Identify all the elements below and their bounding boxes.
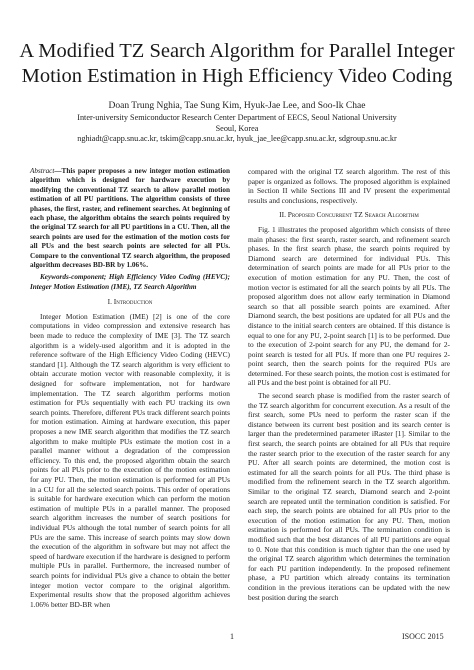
abstract-label: Abstract: [30, 167, 55, 175]
author-emails: nghiadt@capp.snu.ac.kr, tskim@capp.snu.ac.kr, hyuk_jae_lee@capp.snu.ac.kr, sdgroup.snu.ac.kr: [77, 134, 397, 143]
affiliation-city: Seoul, Korea: [215, 123, 259, 133]
proposed-paragraph-1: Fig. 1 illustrates the proposed algorithm which consists of three main phases: the first search, raster search, and refinement search phases. In the first search phase, the search points required by Diamond search are determined for individual PUs. This determination of search points are made for all PUs prior to the execution of motion estimation for any PU. Then, the cost of motion vector is estimated for all the search points by all PUs. The proposed algorithm does not allow early termination in Diamond search so that all possible search points are examined. After Diamond search, the best positions are updated for all PUs and the distance to the initial search centers are obtained. If this distance is equal to one for any PU, 2-point search [1] is to be performed. Due to the execution of 2-point search for any PU, the demand for 2-point search is tested for all PUs. If more than one PU requires 2-point search, then the search points for the required PUs are determined. For these search points, the motion cost is estimated for all PUs and the best point is obtained for all PU.: [248, 224, 450, 388]
page-number: 1: [230, 632, 234, 641]
author-list: Doan Trung Nghia, Tae Sung Kim, Hyuk-Jae Lee, and Soo-Ik Chae: [108, 101, 366, 111]
abstract: [30, 167, 230, 270]
affiliation-block: [20, 113, 454, 145]
section-heading-introduction: I. Introduction: [107, 297, 153, 307]
introduction-paragraph: Integer Motion Estimation (IME) [2] is one of the core computations in video compression and extensive research has been made to reduce the complexity of IME [3]. The TZ search algorithm is a widely-used algorithm and it is adopted in the reference software of the High Efficiency Video Coding (HEVC) standard [1]. Although the TZ search algorithm is very efficient to obtain accurate motion vector with reasonable complexity, it is designed for software implementation, not for hardware implementation. The TZ search algorithm performs motion estimation for PUs sequentially with each PU tracking its own search points. Therefore, different PUs track different search points for motion estimation. Aiming at hardware execution, this paper proposes a new IME search algorithm that modifies the TZ search algorithm to make multiple PUs estimate the motion cost in a parallel manner without a degradation of the compression efficiency. To this end, the proposed algorithm obtain the search points for all PUs prior to the execution of the motion estimation for any PU. Then, the motion estimation is performed for all PUs in a CU for all the selected search points. This order of operations is suitable for hardware execution which can perform the motion estimation of multiple PUs in a parallel manner. The proposed search algorithm increases the number of search positions for individual PUs although the total number of search points for all PUs are the same. This increase of search points may slow down the execution of the algorithm in software but may not affect the speed of hardware execution if the hardware is designed to perform multiple PUs in parallel. Furthermore, the increased number of search points for individual PUs give a chance to obtain the better integer motion vector compare to the original algorithm. Experimental results show that the proposed algorithm achieves 1.06% better BD-BR when: [30, 311, 230, 609]
keywords: Keywords-component; High Efficiency Video Coding (HEVC); Integer Motion Estimation (IME), TZ Search Algorithm: [30, 273, 230, 291]
proposed-paragraph-2: The second search phase is modified from the raster search of the TZ search algorithm for concurrent execution. As a result of the first search, some PUs need to perform the raster scan if the distance between its current best position and its search center is larger than the predetermined parameter iRaster [1]. Similar to the first search, the search points are obtained for all PUs that require the raster search prior to the execution of the raster search for any PU. After all search points are determined, the motion cost is estimated for all the search points for all PUs. The third phase is modified from the refinement search in the TZ search algorithm. Similar to the original TZ search, Diamond search and 2-point search are repeated until the termination condition is satisfied. For each step, the search points are obtained for all PUs prior to the execution of the motion estimation for any PU. Then, motion estimation is performed for all PUs. The termination condition is modified such that the best distances of all PU partitions are equal to 0. Note that this condition is much tighter than the one used by the original TZ search algorithm which determines the termination for each PU partition independently. In the proposed refinement phase, a PU partition which already contains its termination condition in the previous iterations can be updated with the new best position during the search: [248, 391, 450, 602]
section-heading-proposed: II. Proposed Concurrent TZ Search Algorithm: [279, 210, 419, 220]
left-column: [30, 167, 230, 612]
intro-continuation-paragraph: compared with the original TZ search algorithm. The rest of this paper is organized as follows. The proposed algorithm is explained in Section II while Sections III and IV present the experimental results and conclusions, respectively.: [248, 167, 450, 205]
paper-title: A Modified TZ Search Algorithm for Parallel Integer Motion Estimation in High Efficiency Video Coding: [19, 40, 455, 87]
affiliation-line: Inter-university Semiconductor Research Center Department of EECS, Seoul National University: [77, 113, 397, 122]
conference-name: ISOCC 2015: [402, 632, 444, 641]
abstract-text: —This paper proposes a new integer motion estimation algorithm which is designed for hardware execution by modifying the conventional TZ search to allow parallel motion estimation of all PU partitions. The algorithm consists of three phases, the first, raster, and refinement searches. At beginning of each phase, the algorithm obtains the search points required by the original TZ search for all PU partitions in a CU. Then, all the search points are used for the estimation of the motion costs for all PUs and the best search points are selected for all PUs. Compare to the conventional TZ search algorithm, the proposed algorithm decreases BD-BR by 1.06%.: [30, 167, 230, 270]
right-column: [248, 167, 450, 605]
